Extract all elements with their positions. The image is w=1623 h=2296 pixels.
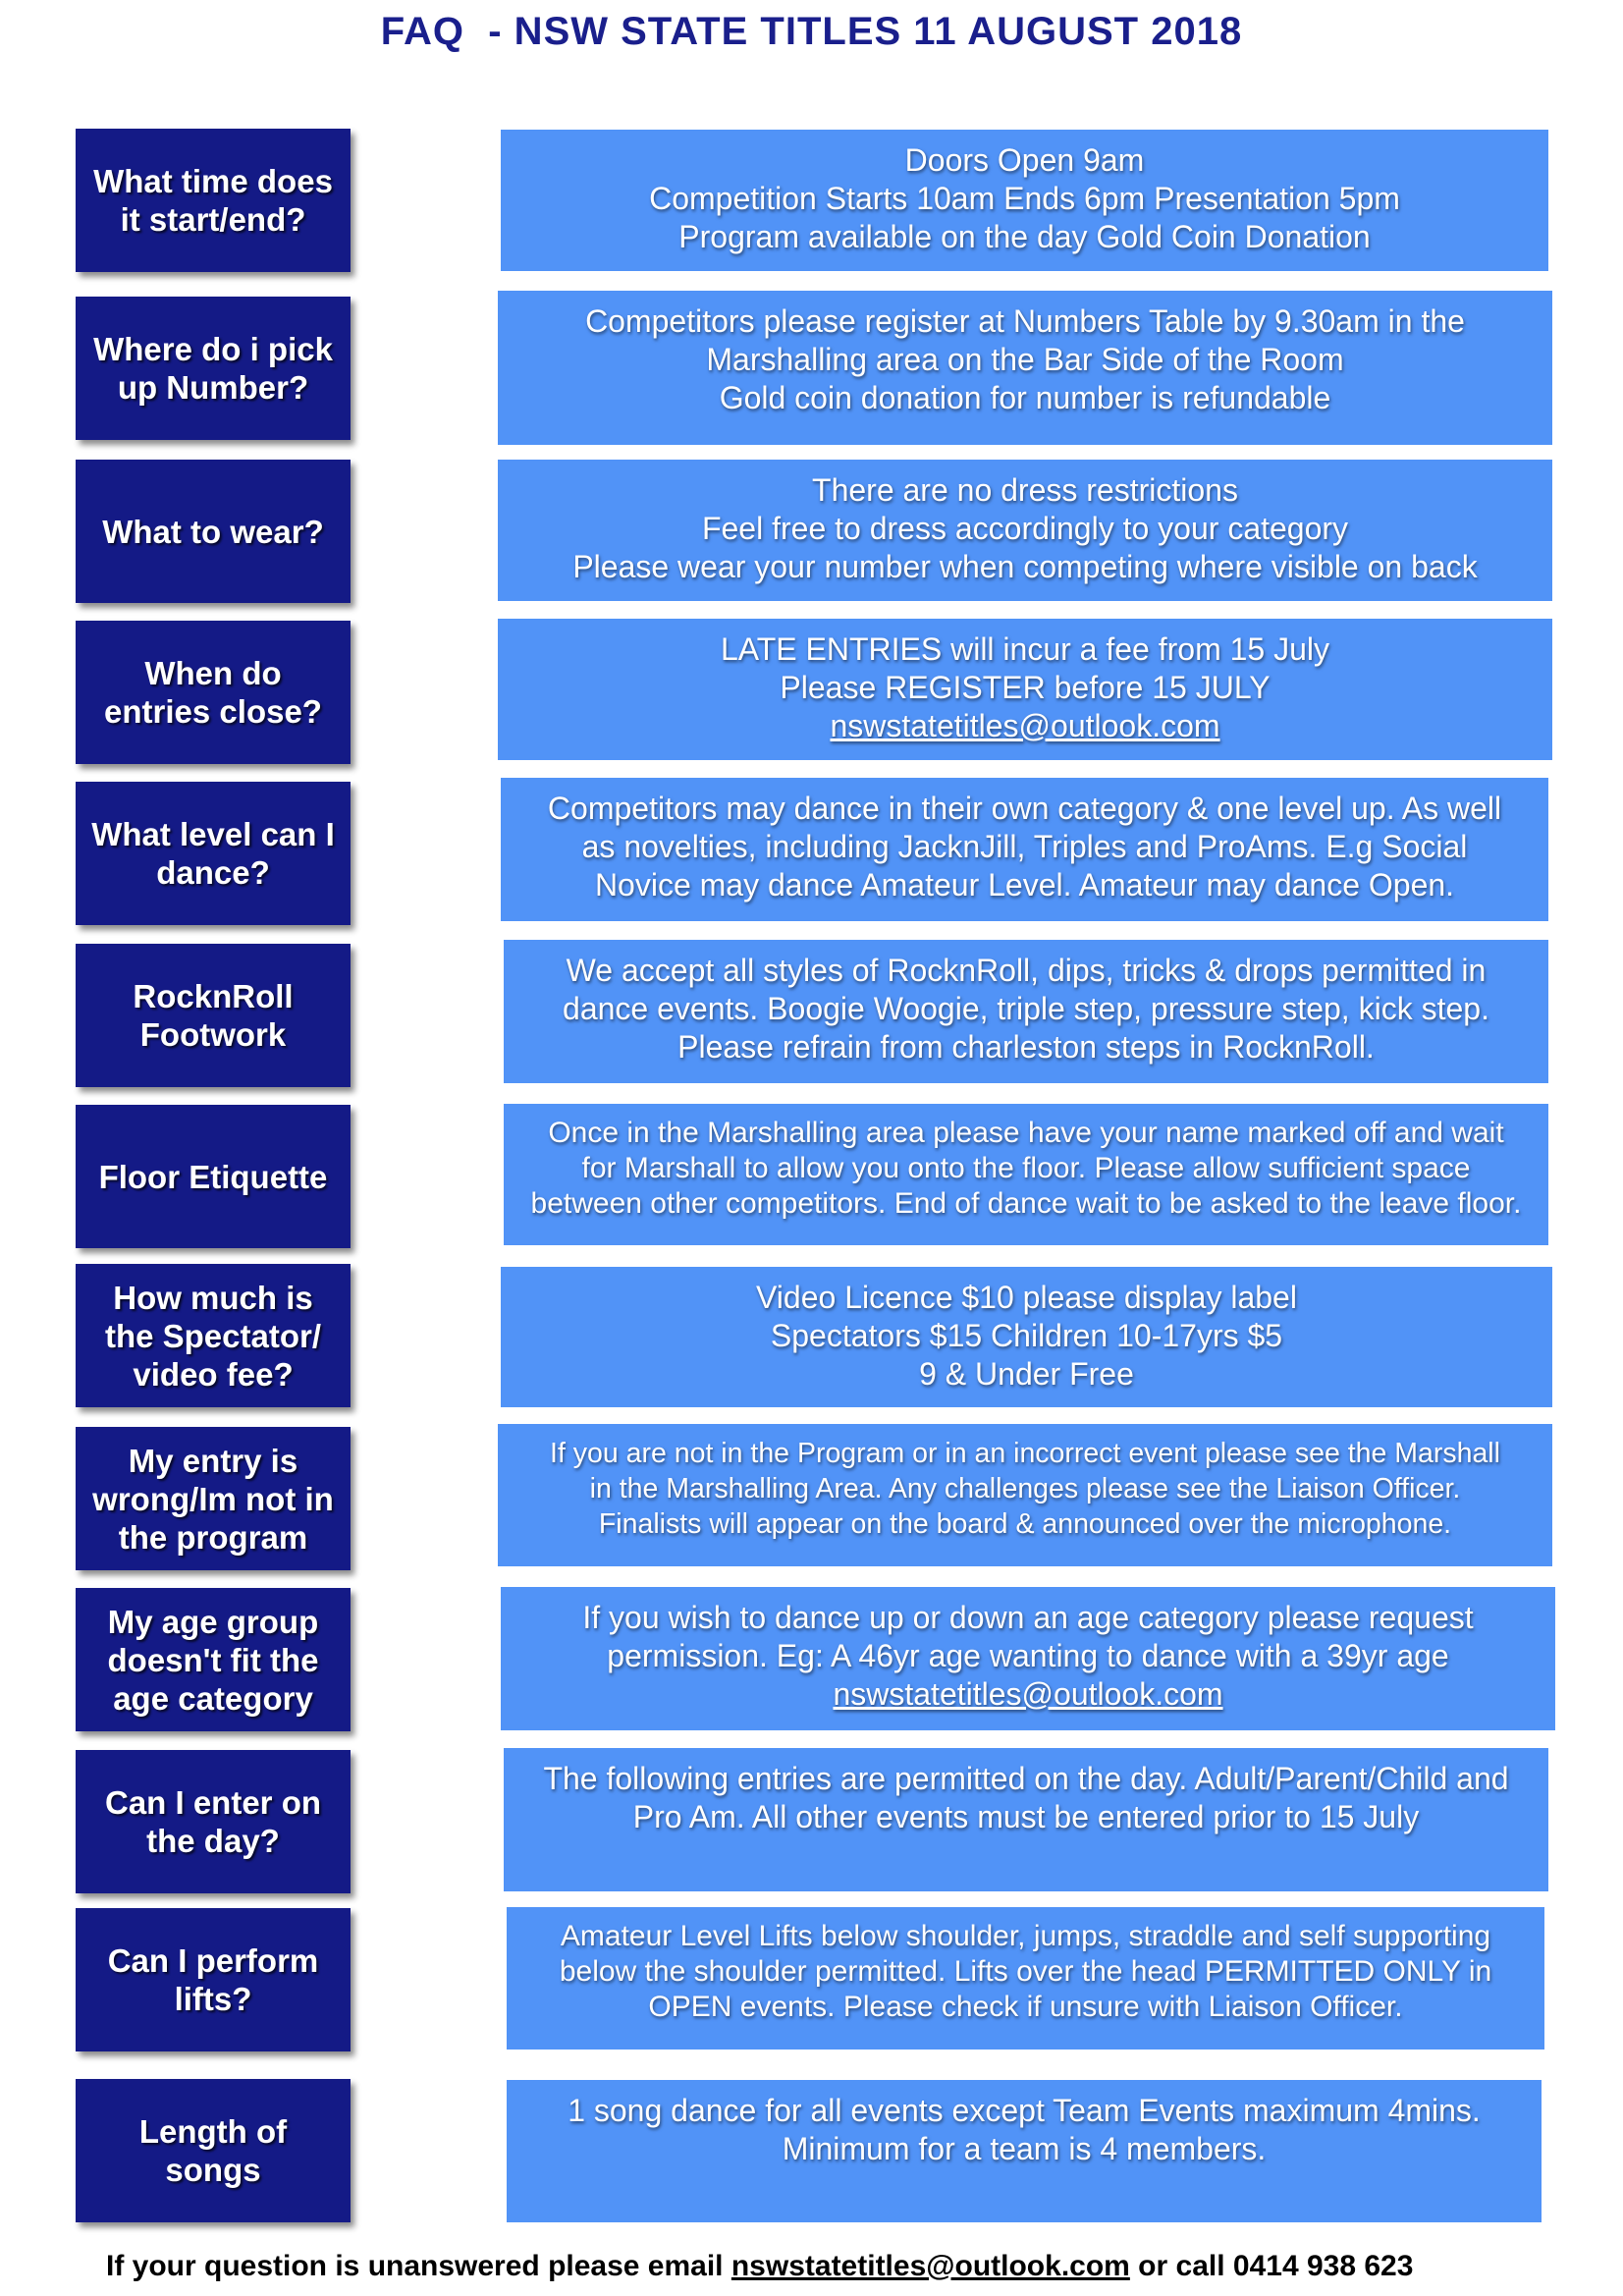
answer-line: below the shoulder permitted. Lifts over the head PERMITTED ONLY in	[559, 1955, 1492, 1988]
answer-line: Novice may dance Amateur Level. Amateur may dance Open.	[594, 867, 1455, 902]
answer-line: between other competitors. End of dance wait to be asked to the leave floor.	[530, 1187, 1522, 1220]
answer-line: The following entries are permitted on the day. Adult/Parent/Child and	[543, 1761, 1509, 1796]
faq-answer	[498, 1424, 1552, 1566]
answer-line: Competitors please register at Numbers Table by 9.30am in the	[585, 303, 1465, 339]
faq-question: Can I perform lifts?	[76, 1908, 351, 2051]
answer-line: LATE ENTRIES will incur a fee from 15 July	[720, 631, 1330, 667]
answer-line: If you wish to dance up or down an age category please request	[582, 1600, 1474, 1635]
answer-line: Spectators $15 Children 10-17yrs $5	[770, 1318, 1283, 1353]
faq-answer	[498, 619, 1552, 760]
answer-line: Competitors may dance in their own category & one level up. As well	[547, 791, 1502, 826]
answer-line: 9 & Under Free	[919, 1356, 1134, 1392]
answer-line: OPEN events. Please check if unsure with Liaison Officer.	[648, 1991, 1403, 2023]
faq-answer	[498, 460, 1552, 601]
faq-question: Where do i pick up Number?	[76, 297, 351, 440]
faq-question: What time does it start/end?	[76, 129, 351, 272]
answer-email-link[interactable]: nswstatetitles@outlook.com	[833, 1676, 1223, 1712]
faq-answer	[501, 1267, 1552, 1407]
answer-line: If you are not in the Program or in an incorrect event please see the Marshall	[550, 1438, 1500, 1469]
answer-line: Video Licence $10 please display label	[756, 1280, 1297, 1315]
answer-line: Minimum for a team is 4 members.	[782, 2131, 1267, 2166]
answer-line: Finalists will appear on the board & announced over the microphone.	[598, 1508, 1452, 1540]
answer-line: Gold coin donation for number is refundable	[719, 380, 1331, 415]
answer-line: Please REGISTER before 15 JULY	[780, 670, 1271, 705]
faq-answer	[504, 1748, 1548, 1891]
answer-line: There are no dress restrictions	[812, 472, 1238, 508]
faq-question: What level can I dance?	[76, 782, 351, 925]
faq-answer	[501, 1587, 1555, 1730]
footer-suffix: or call 0414 938 623	[1129, 2250, 1414, 2282]
answer-line: Please wear your number when competing where visible on back	[572, 549, 1478, 584]
answer-line: Feel free to dress accordingly to your category	[701, 511, 1349, 546]
answer-line: Marshalling area on the Bar Side of the Room	[706, 342, 1344, 377]
answer-line: Doors Open 9am	[904, 142, 1145, 178]
faq-answer	[504, 1104, 1548, 1245]
faq-answer	[507, 2080, 1542, 2222]
faq-question: RocknRoll Footwork	[76, 944, 351, 1087]
answer-email-link[interactable]: nswstatetitles@outlook.com	[830, 708, 1220, 743]
faq-answer	[498, 291, 1552, 445]
answer-line: as novelties, including JacknJill, Triples and ProAms. E.g Social	[581, 829, 1468, 864]
faq-answer	[504, 940, 1548, 1083]
footer-prefix: If your question is unanswered please email	[106, 2250, 731, 2282]
answer-line: Amateur Level Lifts below shoulder, jumps, straddle and self supporting	[560, 1920, 1491, 1952]
faq-question: My age group doesn't fit the age category	[76, 1588, 351, 1731]
answer-line: dance events. Boogie Woogie, triple step, pressure step, kick step.	[563, 991, 1489, 1026]
faq-question: Can I enter on the day?	[76, 1750, 351, 1893]
page-title: FAQ - NSW STATE TITLES 11 AUGUST 2018	[380, 10, 1243, 53]
answer-line: We accept all styles of RocknRoll, dips, tricks & drops permitted in	[566, 953, 1487, 988]
answer-line: Please refrain from charleston steps in RocknRoll.	[677, 1029, 1375, 1065]
footer-contact	[106, 2250, 1413, 2283]
faq-answer	[501, 778, 1548, 921]
answer-line: Pro Am. All other events must be entered prior to 15 July	[632, 1799, 1420, 1834]
answer-line: for Marshall to allow you onto the floor. Please allow sufficient space	[581, 1152, 1471, 1184]
faq-question: Floor Etiquette	[76, 1105, 351, 1248]
footer-email-link[interactable]: nswstatetitles@outlook.com	[730, 2250, 1130, 2282]
answer-line: in the Marshalling Area. Any challenges please see the Liaison Officer.	[589, 1473, 1461, 1504]
answer-line: 1 song dance for all events except Team Events maximum 4mins.	[568, 2093, 1481, 2128]
answer-line: Once in the Marshalling area please have your name marked off and wait	[548, 1117, 1504, 1149]
answer-line: Competition Starts 10am Ends 6pm Presentation 5pm	[649, 181, 1400, 216]
faq-question: When do entries close?	[76, 621, 351, 764]
faq-answer	[501, 130, 1548, 271]
faq-question: How much is the Spectator/ video fee?	[76, 1264, 351, 1407]
faq-question: Length of songs	[76, 2079, 351, 2222]
answer-line: permission. Eg: A 46yr age wanting to dance with a 39yr age	[607, 1638, 1449, 1673]
faq-answer	[507, 1907, 1544, 2050]
faq-question: What to wear?	[76, 460, 351, 603]
faq-question: My entry is wrong/Im not in the program	[76, 1427, 351, 1570]
answer-line: Program available on the day Gold Coin Donation	[678, 219, 1371, 254]
